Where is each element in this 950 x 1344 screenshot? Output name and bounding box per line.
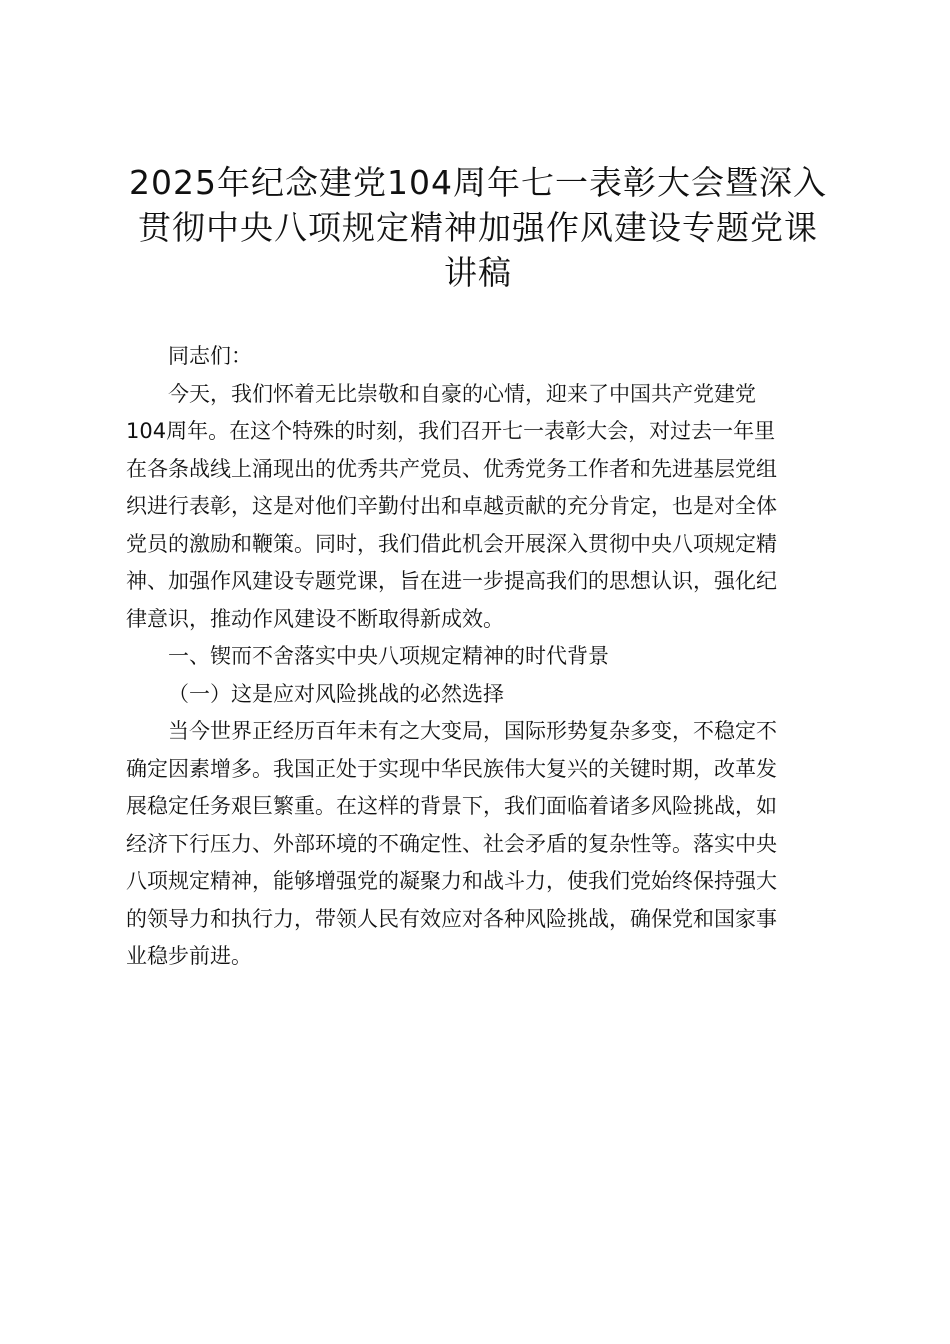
paragraph-line: 党员的激励和鞭策。同时，我们借此机会开展深入贯彻中央八项规定精 [126,531,777,556]
paragraph-line: 律意识，推动作风建设不断取得新成效。 [126,606,504,631]
document-title [120,160,836,295]
title-line: 讲稿 [444,253,512,292]
paragraph-line: 业稳步前进。 [126,944,252,968]
paragraph-line: 经济下行压力、外部环境的不确定性、社会矛盾的复杂性等。落实中央 [126,831,777,856]
subsection-heading [126,676,838,714]
paragraph-line: 的领导力和执行力，带领人民有效应对各种风险挑战，确保党和国家事 [126,906,777,931]
title-line: 2025年纪念建党104周年七一表彰大会暨深入 [129,163,827,202]
paragraph-line: 确定因素增多。我国正处于实现中华民族伟大复兴的关键时期，改革发 [126,756,777,781]
greeting [126,338,838,376]
paragraph-line: 展稳定任务艰巨繁重。在这样的背景下，我们面临着诸多风险挑战，如 [126,794,777,818]
paragraph-line: 104周年。在这个特殊的时刻，我们召开七一表彰大会，对过去一年里 [126,419,776,443]
title-line: 贯彻中央八项规定精神加强作风建设专题党课 [138,208,818,247]
section-heading-text: 一、锲而不舍落实中央八项规定精神的时代背景 [168,644,609,668]
section-heading [126,638,838,676]
paragraph-background [126,713,838,976]
paragraph-line: 八项规定精神，能够增强党的凝聚力和战斗力，使我们党始终保持强大 [126,869,777,893]
paragraph-line: 当今世界正经历百年未有之大变局，国际形势复杂多变，不稳定不 [168,719,777,743]
paragraph-line: 织进行表彰，这是对他们辛勤付出和卓越贡献的充分肯定，也是对全体 [126,494,777,518]
paragraph-line: 在各条战线上涌现出的优秀共产党员、优秀党务工作者和先进基层党组 [126,456,777,481]
paragraph-intro [126,376,838,639]
subsection-heading-text: （一）这是应对风险挑战的必然选择 [168,681,504,706]
greeting-text: 同志们： [168,344,252,368]
paragraph-line: 今天，我们怀着无比崇敬和自豪的心情，迎来了中国共产党建党 [168,381,756,406]
document-body [126,338,838,976]
paragraph-line: 神、加强作风建设专题党课，旨在进一步提高我们的思想认识，强化纪 [126,569,777,593]
